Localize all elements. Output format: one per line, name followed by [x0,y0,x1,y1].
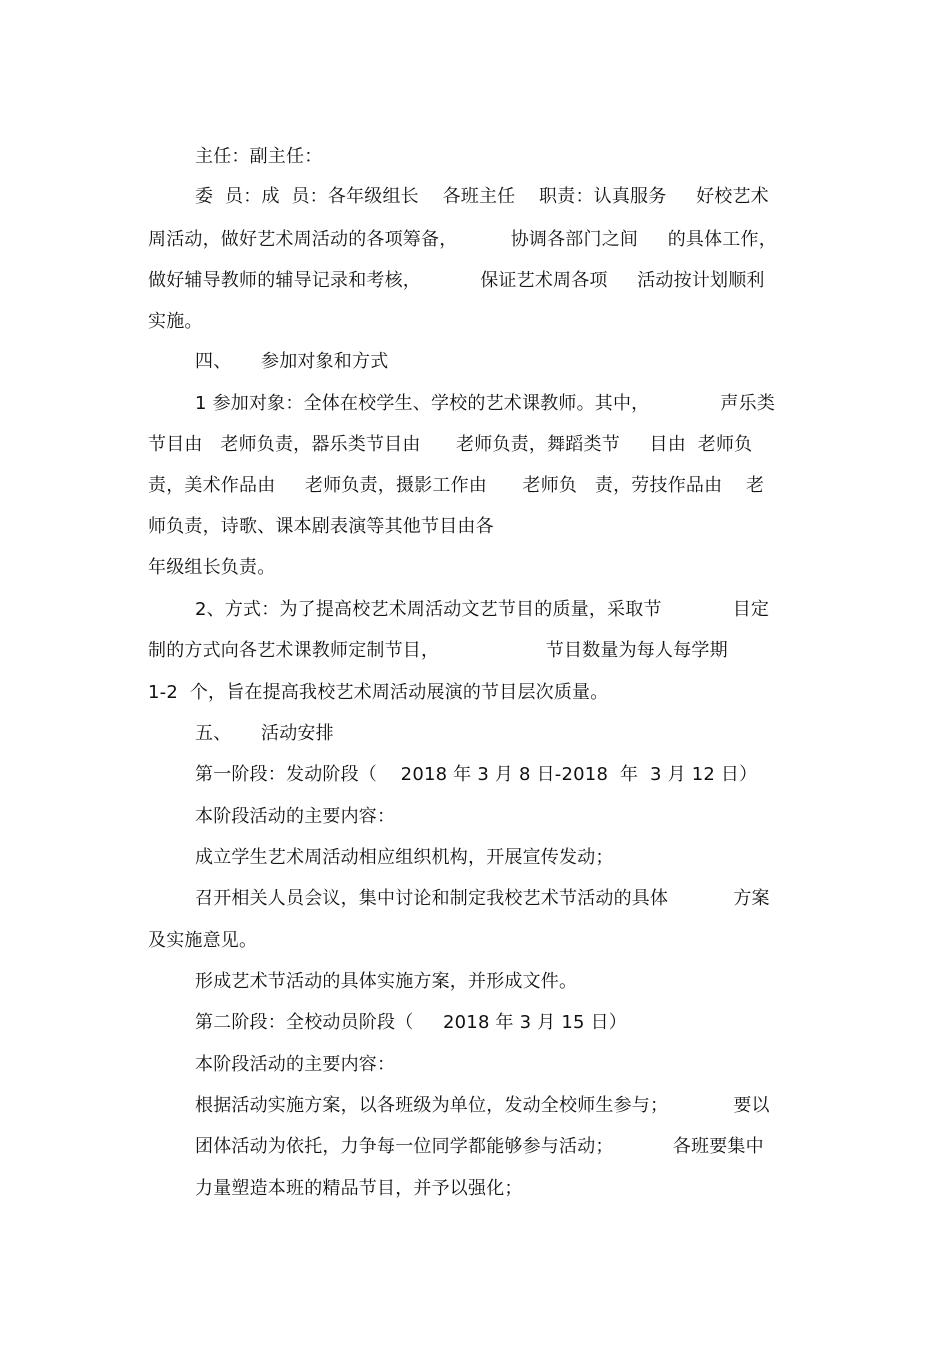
section-heading: 五、 活动安排 [195,723,334,744]
text-line: 召开相关人员会议，集中讨论和制定我校艺术节活动的具体 方案 [195,888,770,909]
text-line: 委 员：成 员：各年级组长 各班主任 职责：认真服务 好校艺术 [195,186,769,207]
text-line: 本阶段活动的主要内容： [195,806,396,827]
text-line: 第一阶段：发动阶段（ 2018 年 3 月 8 日-2018 年 3 月 12 日） [195,764,758,785]
text-line: 节目由 老师负责，器乐类节目由 老师负责，舞蹈类节 目由 老师负 [148,434,753,455]
text-line: 力量塑造本班的精品节目，并予以强化； [195,1178,523,1199]
section-heading: 四、 参加对象和方式 [195,351,389,372]
text-line: 责，美术作品由 老师负责，摄影工作由 老师负 责，劳技作品由 老 [148,475,765,496]
text-line: 主任：副主任： [195,146,323,167]
text-line: 做好辅导教师的辅导记录和考核， 保证艺术周各项 活动按计划顺利 [148,270,765,291]
text-line: 根据活动实施方案，以各班级为单位，发动全校师生参与； 要以 [195,1095,770,1116]
text-line: 及实施意见。 [148,930,258,951]
text-line: 本阶段活动的主要内容： [195,1054,396,1075]
text-line: 2、方式：为了提高校艺术周活动文艺节目的质量，采取节 目定 [195,599,770,620]
text-line: 形成艺术节活动的具体实施方案，并形成文件。 [195,971,578,992]
text-line: 1-2 个，旨在提高我校艺术周活动展演的节目层次质量。 [148,682,609,703]
text-line: 1 参加对象：全体在校学生、学校的艺术课教师。其中， 声乐类 [195,393,776,414]
text-line: 第二阶段：全校动员阶段（ 2018 年 3 月 15 日） [195,1012,627,1033]
text-line: 年级组长负责。 [148,557,276,578]
text-line: 师负责，诗歌、课本剧表演等其他节目由各 [148,516,494,537]
text-line: 成立学生艺术周活动相应组织机构，开展宣传发动； [195,847,614,868]
text-line: 周活动，做好艺术周活动的各项筹备， 协调各部门之间 的具体工作， [148,229,777,250]
text-line: 制的方式向各艺术课教师定制节目， 节目数量为每人每学期 [148,640,728,661]
text-line: 团体活动为依托，力争每一位同学都能够参与活动； 各班要集中 [195,1136,764,1157]
text-line: 实施。 [148,311,203,332]
